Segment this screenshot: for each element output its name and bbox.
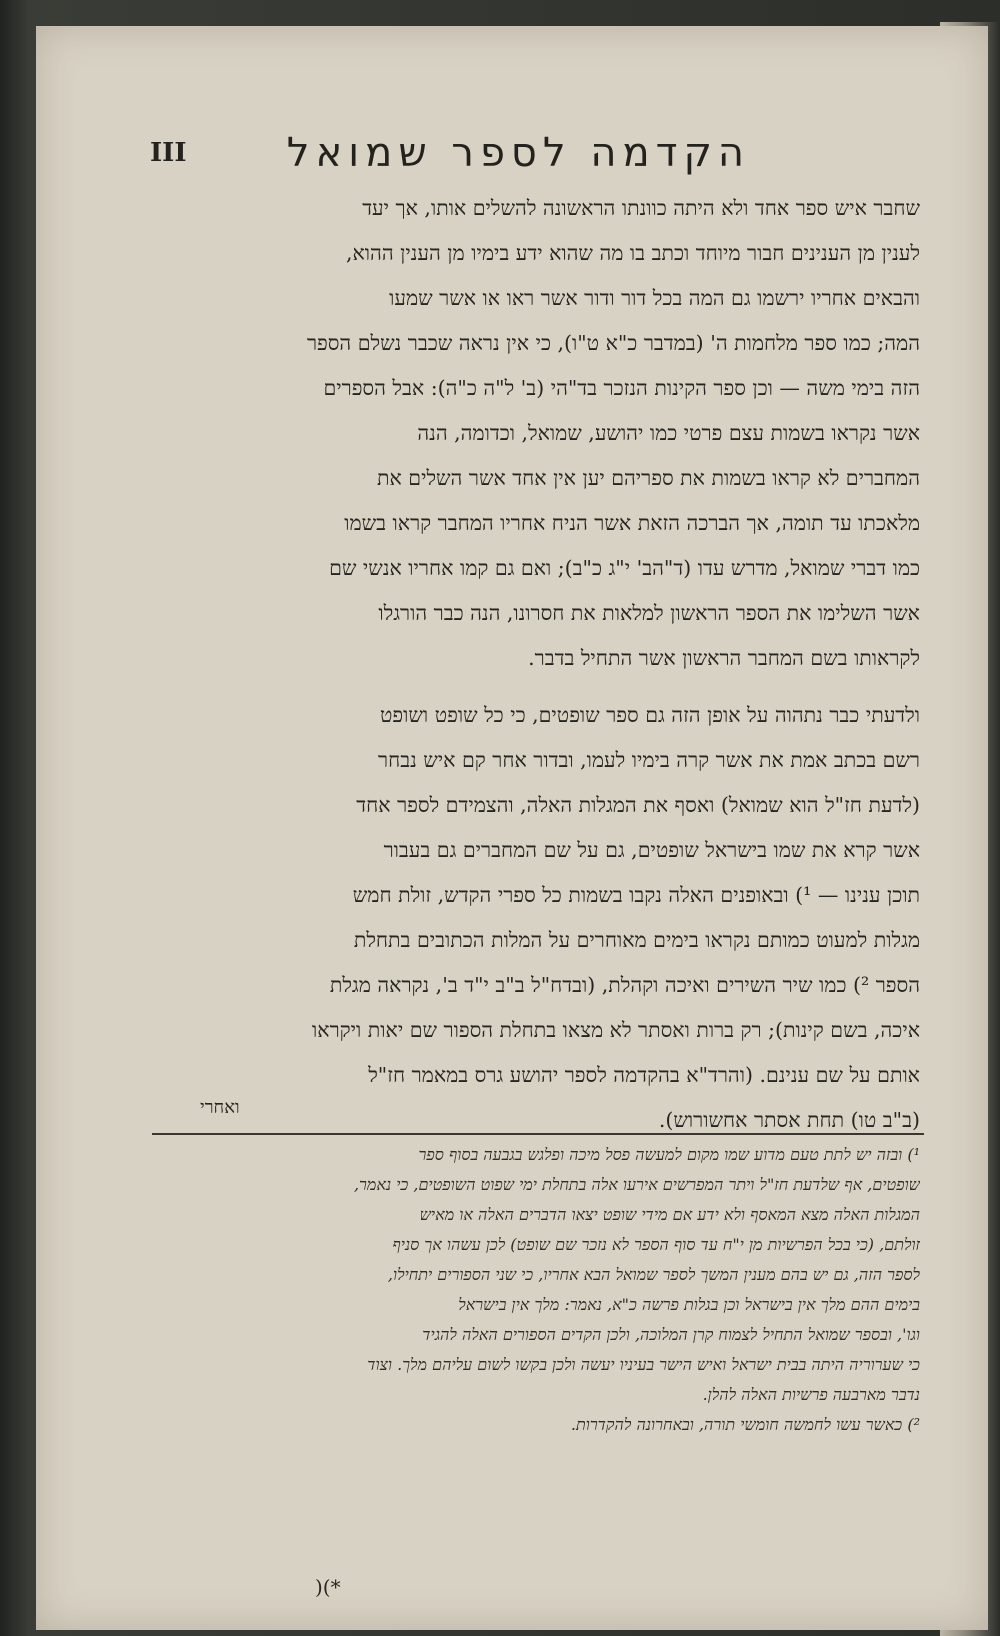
text-line: איכה, בשם קינות); רק ברות ואסתר לא מצאו בתחלת הספור שם יאות ויקראו — [312, 1018, 920, 1042]
text-line: מגלות למעוט כמותם נקראו בימים מאוחרים על המלות הכתובים בתחלת — [353, 928, 920, 952]
text-line: הזה בימי משה — וכן ספר הקינות הנזכר בד"הי (ב' ל"ה כ"ה): אבל הספרים — [323, 376, 920, 400]
footnote-line: ¹) ובזה יש לתת טעם מדוע שמו מקום למעשה פסל מיכה ופלגש בגבעה בסוף ספר — [418, 1145, 920, 1164]
catchword: ואחרי — [200, 1097, 240, 1118]
footnote-line: וגו', ובספר שמואל התחיל לצמוח קרן המלוכה, ולכן הקדים הספורים האלה להגיד — [422, 1325, 920, 1344]
page-number: III — [150, 138, 187, 168]
text-line: לענין מן הענינים חבור מיוחד וכתב בו מה שהוא ידע בימיו מן הענין ההוא, — [345, 241, 920, 265]
text-line: והבאים אחריו ירשמו גם המה בכל דור ודור אשר ראו או אשר שמעו — [389, 286, 920, 310]
footnote-line: כי שערוריה היתה בבית ישראל ואיש הישר בעיניו יעשה ולכן בקשו לשום עליהם מלך. וצוד — [367, 1355, 920, 1374]
text-line: (ב"ב טו) תחת אסתר אחשורוש). — [658, 1108, 920, 1132]
running-header — [150, 130, 750, 190]
text-line: ולדעתי כבר נתהוה על אופן הזה גם ספר שופטים, כי כל שופט ושופט — [380, 703, 920, 727]
signature-mark: )(* — [315, 1575, 341, 1599]
footnote-2: ²) כאשר עשו לחמשה חומשי תורה, ובאחרונה להקדרות. — [570, 1415, 920, 1434]
footnote-line: שופטים, אף שלדעת חז"ל ויתר המפרשים אירעו אלה בתחלת ימי שפוט השופטים, כי נאמר, — [353, 1175, 920, 1194]
footnote-rule — [152, 1133, 924, 1135]
text-line: (לדעת חז"ל הוא שמואל) ואסף את המגלות האלה, והצמידם לספר אחד — [356, 793, 920, 817]
text-line: הספר ²) כמו שיר השירים ואיכה וקהלת, (ובדח"ל ב"ב י"ד ב', נקראה מגלת — [329, 973, 920, 997]
text-line: מלאכתו עד תומה, אך הברכה הזאת אשר הניח אחריו המחבר קראו בשמו — [344, 511, 920, 535]
text-line: המה; כמו ספר מלחמות ה' (במדבר כ"א ט"ו), כי אין נראה שכבר נשלם הספר — [306, 331, 920, 355]
text-line: כמו דברי שמואל, מדרש עדו (ד"הב' י"ג כ"ב); ואם גם קמו אחריו אנשי שם — [329, 556, 920, 580]
text-line: שחבר איש ספר אחד ולא היתה כוונתו הראשונה להשלים אותו, אך יעד — [362, 196, 920, 220]
text-line: המחברים לא קראו בשמות את ספריהם יען אין אחד אשר השלים את — [376, 466, 920, 490]
text-line: תוכן ענינו — ¹) ובאופנים האלה נקבו בשמות כל ספרי הקדש, זולת חמש — [352, 883, 920, 907]
text-line: לקראותו בשם המחבר הראשון אשר התחיל בדבר. — [528, 646, 920, 670]
footnote-line: המגלות האלה מצא המאסף ולא ידע אם מידי שופט יצאו הדברים האלה או מאיש — [419, 1205, 920, 1224]
text-line: אשר קרא את שמו בישראל שופטים, גם על שם המחברים גם בעבור — [383, 838, 920, 862]
text-line: אשר נקראו בשמות עצם פרטי כמו יהושע, שמואל, וכדומה, הנה — [417, 421, 920, 445]
footnotes — [150, 1140, 920, 1440]
footnote-line: לספר הזה, גם יש בהם מענין המשך לספר שמואל הבא אחריו, כי שני הספורים יתחילו, — [387, 1265, 920, 1284]
text-line: אשר השלימו את הספר הראשון למלאות את חסרונו, הנה כבר הורגלו — [378, 601, 920, 625]
main-text — [150, 186, 920, 1143]
text-line: רשם בכתב אמת את אשר קרה בימיו לעמו, ובדור אחר קם איש נבחר — [378, 748, 920, 772]
footnote-line: נדבר מארבעה פרשיות האלה להלן. — [702, 1385, 920, 1404]
text-line: אותם על שם ענינם. (והרד"א בהקדמה לספר יהושע גרס במאמר חז"ל — [368, 1063, 920, 1087]
page-title: הקדמה לספר שמואל — [286, 130, 750, 176]
footnote-line: זולתם, (כי בכל הפרשיות מן י"ח עד סוף הספר לא נזכר שם שופט) לכן עשהו אך סניף — [392, 1235, 920, 1254]
footnote-line: בימים ההם מלך אין בישראל וכן בגלות פרשה כ"א, נאמר: מלך אין בישראל — [458, 1295, 920, 1314]
